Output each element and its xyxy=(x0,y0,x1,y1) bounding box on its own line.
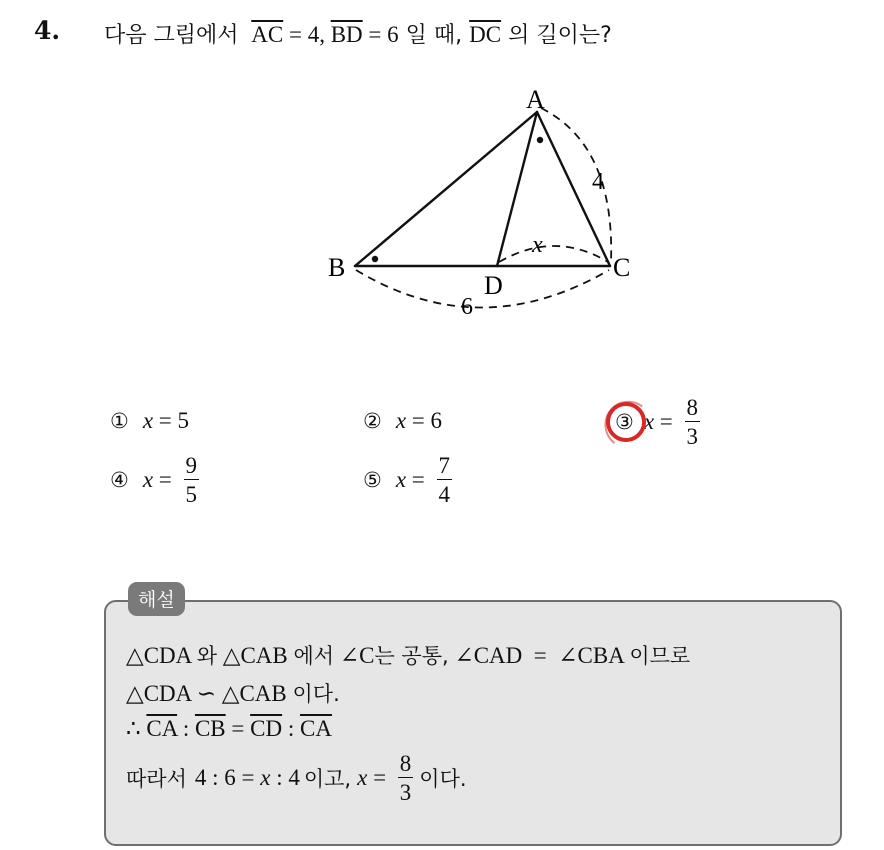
label-6: 6 xyxy=(461,294,473,320)
solution-line-4: 따라서 4 : 6 = x : 4 이고, x = $\frac{8}{3}$ 이다. xyxy=(126,751,467,805)
choice-5-marker: ⑤ xyxy=(363,468,382,492)
choice-4-fraction: $\frac{9}{5}$ xyxy=(185,453,198,507)
question-text-c: 의 길이는? xyxy=(508,23,612,48)
question-text-b: 일 때, xyxy=(405,23,463,48)
label-a: A xyxy=(526,85,545,114)
label-b: B xyxy=(328,253,346,282)
choice-2[interactable]: ② x = 6 xyxy=(363,408,443,433)
answer-circle-mark xyxy=(603,399,648,444)
segment-ac: $\overline{AC}$ xyxy=(251,22,284,47)
question-text-a: 다음 그림에서 xyxy=(104,23,239,48)
choice-2-value: 6 xyxy=(430,408,443,433)
label-4: 4 xyxy=(592,169,604,195)
segment-dc: $\overline{DC}$ xyxy=(469,22,502,47)
ac-value: = 4, xyxy=(283,22,331,47)
choice-4[interactable]: ④ x = $\frac{9}{5}$ xyxy=(110,453,198,507)
choice-3-marker: ③ xyxy=(615,410,634,434)
choice-5-fraction: $\frac{7}{4}$ xyxy=(438,453,451,507)
label-c: C xyxy=(613,253,631,282)
label-d: D xyxy=(484,271,503,300)
angle-mark-b xyxy=(372,256,378,262)
triangle-figure xyxy=(310,80,650,330)
side-ad xyxy=(497,112,537,266)
solution-fraction: $\frac{8}{3}$ xyxy=(399,751,412,805)
choice-1[interactable]: ① x = 5 xyxy=(110,408,190,433)
choice-3[interactable]: ③ x = $\frac{8}{3}$ xyxy=(615,395,699,449)
side-ab xyxy=(355,112,537,266)
choice-4-marker: ④ xyxy=(110,468,129,492)
bd-value: = 6 xyxy=(362,22,399,47)
choice-1-marker: ① xyxy=(110,409,129,433)
solution-line-3: ∴ $\overline{CA}$ : $\overline{CB} = \overline{CD}$ : $\overline{CA}$ xyxy=(126,716,332,741)
arc-bc xyxy=(356,270,609,308)
choice-3-fraction: $\frac{8}{3}$ xyxy=(686,395,699,449)
arc-dc xyxy=(499,246,608,262)
choice-5[interactable]: ⑤ x = $\frac{7}{4}$ xyxy=(363,453,451,507)
choice-2-marker: ② xyxy=(363,409,382,433)
question-number: 4. xyxy=(34,16,61,45)
solution-line-1: △CDA 와 △CAB 에서 ∠C는 공통, ∠CAD = ∠CBA 이므로 xyxy=(126,643,691,668)
segment-bd: $\overline{BD}$ xyxy=(330,22,363,47)
solution-line-2: △CDA ∽ △CAB 이다. xyxy=(126,681,340,707)
choice-1-value: 5 xyxy=(177,408,190,433)
angle-mark-a xyxy=(537,137,543,143)
label-x: x xyxy=(532,232,543,258)
question-text xyxy=(104,18,612,49)
solution-tag: 해설 xyxy=(128,582,185,616)
